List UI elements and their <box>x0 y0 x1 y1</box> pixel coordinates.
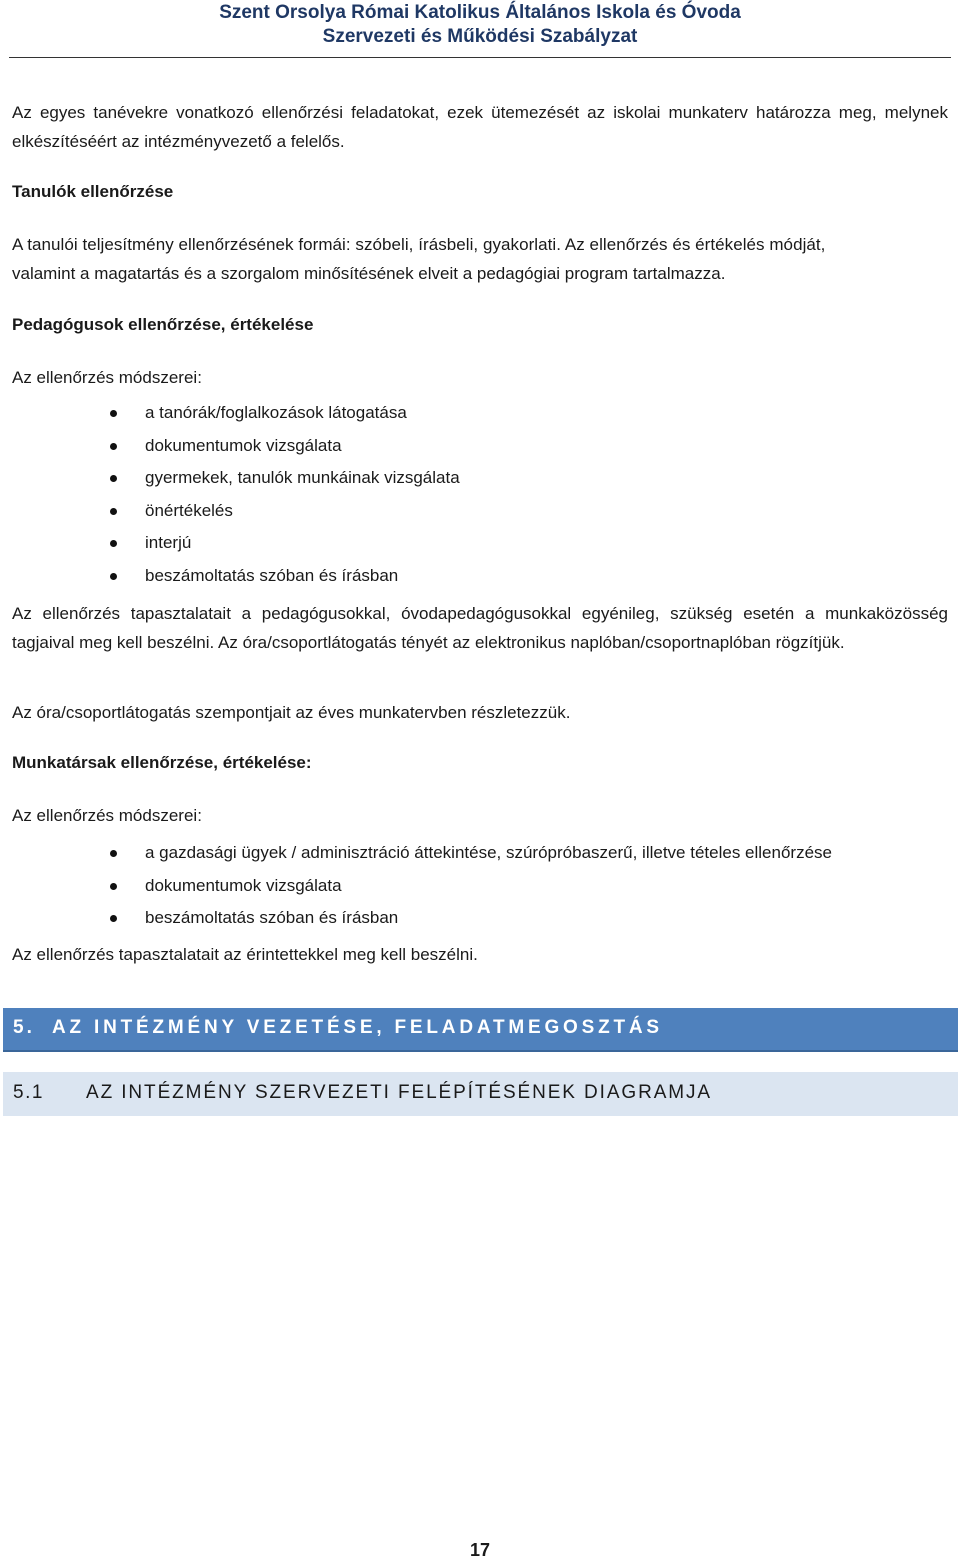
list-item: a gazdasági ügyek / adminisztráció áttekintése, szúrópróbaszerű, illetve tételes ellenőrzése <box>0 837 960 870</box>
intro-paragraph: Az egyes tanévekre vonatkozó ellenőrzési feladatokat, ezek ütemezését az iskolai munkaterv határozza meg, melynek elkészítéséért az intézményvezető a felelős. <box>12 103 948 151</box>
bullet-icon <box>110 540 117 547</box>
list-item: a tanórák/foglalkozások látogatása <box>0 397 960 430</box>
staff-heading: Munkatársak ellenőrzése, értékelése: <box>12 753 312 772</box>
header-divider <box>9 57 951 58</box>
list-item: beszámoltatás szóban és írásban <box>0 902 960 935</box>
header-document-title: Szervezeti és Működési Szabályzat <box>322 26 638 47</box>
bullet-icon <box>110 443 117 450</box>
teachers-methods-label: Az ellenőrzés módszerei: <box>12 368 202 387</box>
bullet-icon <box>110 850 117 857</box>
list-item: önértékelés <box>0 495 960 528</box>
teachers-heading: Pedagógusok ellenőrzése, értékelése <box>12 315 314 334</box>
section-5-1-number: 5.1 <box>13 1082 44 1103</box>
bullet-icon <box>110 883 117 890</box>
list-item: interjú <box>0 527 960 560</box>
page-number: 17 <box>469 1540 491 1560</box>
section-5-number: 5. <box>13 1017 35 1038</box>
list-item: gyermekek, tanulók munkáinak vizsgálata <box>0 462 960 495</box>
teachers-paragraph-2: Az óra/csoportlátogatás szempontjait az éves munkatervben részletezzük. <box>12 703 571 722</box>
staff-methods-label: Az ellenőrzés módszerei: <box>12 806 202 825</box>
bullet-icon <box>110 475 117 482</box>
bullet-icon <box>110 508 117 515</box>
bullet-icon <box>110 915 117 922</box>
staff-methods-list <box>0 837 960 935</box>
section-5-title: AZ INTÉZMÉNY VEZETÉSE, FELADATMEGOSZTÁS <box>52 1017 663 1038</box>
students-line-1: A tanulói teljesítmény ellenőrzésének formái: szóbeli, írásbeli, gyakorlati. Az ellenőrzés és értékelés módját, <box>12 235 826 254</box>
header-school-name: Szent Orsolya Római Katolikus Általános Iskola és Óvoda <box>219 2 741 23</box>
list-item: dokumentumok vizsgálata <box>0 870 960 903</box>
section-5-heading <box>3 1008 958 1052</box>
bullet-icon <box>110 573 117 580</box>
staff-closing: Az ellenőrzés tapasztalatait az érintettekkel meg kell beszélni. <box>12 945 478 964</box>
bullet-icon <box>110 410 117 417</box>
teachers-paragraph-1: Az ellenőrzés tapasztalatait a pedagógusokkal, óvodapedagógusokkal egyénileg, szükség esetén a munkaközösség tagjaival meg kell beszélni. Az óra/csoportlátogatás tényét az elektronikus naplóban/csoportnaplóban rögzítjük. <box>12 604 948 652</box>
list-item: beszámoltatás szóban és írásban <box>0 560 960 593</box>
teachers-methods-list <box>0 397 960 593</box>
students-line-2: valamint a magatartás és a szorgalom minősítésének elveit a pedagógiai program tartalmazza. <box>12 264 726 283</box>
students-heading: Tanulók ellenőrzése <box>12 182 174 201</box>
section-5-1-title: AZ INTÉZMÉNY SZERVEZETI FELÉPÍTÉSÉNEK DIAGRAMJA <box>86 1082 712 1103</box>
list-item: dokumentumok vizsgálata <box>0 430 960 463</box>
section-5-1-heading <box>3 1072 958 1116</box>
